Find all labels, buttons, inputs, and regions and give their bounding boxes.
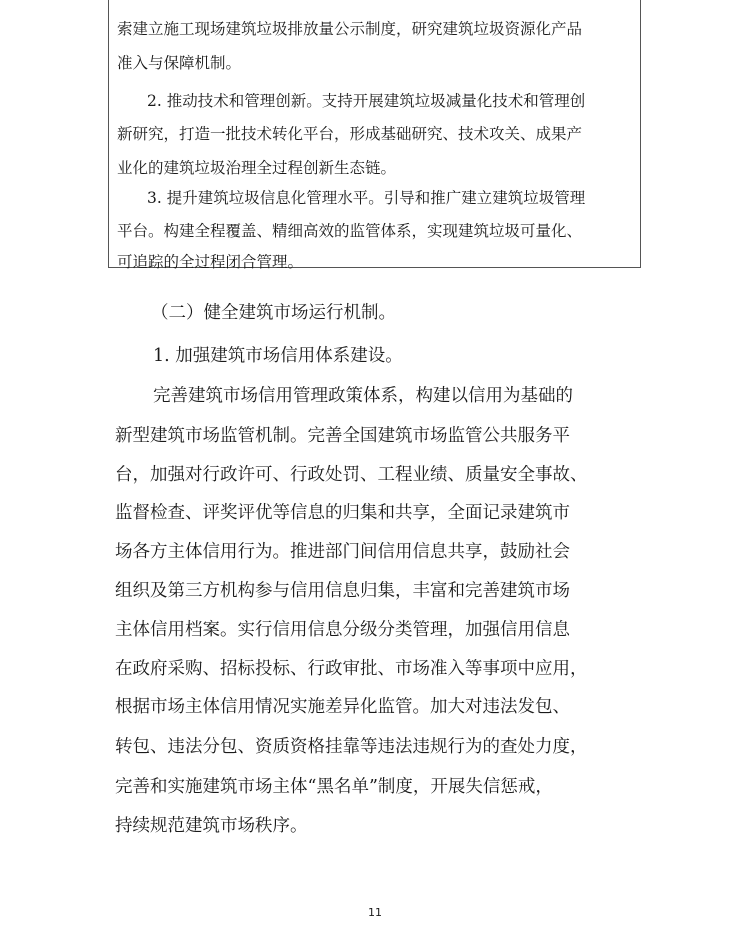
box-line: 可追踪的全过程闭合管理。 [117,253,304,271]
body-line: 在政府采购、招标投标、行政审批、市场准入等事项中应用， [115,659,588,679]
body-line: 组织及第三方机构参与信用信息归集，丰富和完善建筑市场 [115,581,570,601]
box-line: 新研究，打造一批技术转化平台，形成基础研究、技术攻关、成果产 [117,125,583,143]
body-line: 完善建筑市场信用管理政策体系，构建以信用为基础的 [153,386,573,406]
box-line: 准入与保障机制。 [117,54,242,72]
body-line: 转包、违法分包、资质资格挂靠等违法违规行为的查处力度， [115,737,588,757]
box-line: 3. 提升建筑垃圾信息化管理水平。引导和推广建立建筑垃圾管理 [147,189,586,207]
box-line: 索建立施工现场建筑垃圾排放量公示制度，研究建筑垃圾资源化产品 [117,20,583,38]
body-line: 场各方主体信用行为。推进部门间信用信息共享，鼓励社会 [115,542,570,562]
page-number: 11 [368,906,382,919]
body-line: 新型建筑市场监管机制。完善全国建筑市场监管公共服务平 [115,426,570,446]
body-line: 根据市场主体信用情况实施差异化监管。加大对违法发包、 [115,697,570,717]
body-line: 台，加强对行政许可、行政处罚、工程业绩、质量安全事故、 [115,465,588,485]
subsection-heading: 1. 加强建筑市场信用体系建设。 [153,346,403,366]
body-line: 主体信用档案。实行信用信息分级分类管理，加强信用信息 [115,620,570,640]
box-line: 平台。构建全程覆盖、精细高效的监管体系，实现建筑垃圾可量化、 [117,222,583,240]
body-line: 完善和实施建筑市场主体“黑名单”制度，开展失信惩戒， [115,777,553,797]
section-heading: （二）健全建筑市场运行机制。 [151,303,396,323]
box-line: 业化的建筑垃圾治理全过程创新生态链。 [117,159,397,177]
body-line: 持续规范建筑市场秩序。 [115,816,308,836]
body-line: 监督检查、评奖评优等信息的归集和共享，全面记录建筑市 [115,503,570,523]
box-line: 2. 推动技术和管理创新。支持开展建筑垃圾减量化技术和管理创 [147,92,586,110]
